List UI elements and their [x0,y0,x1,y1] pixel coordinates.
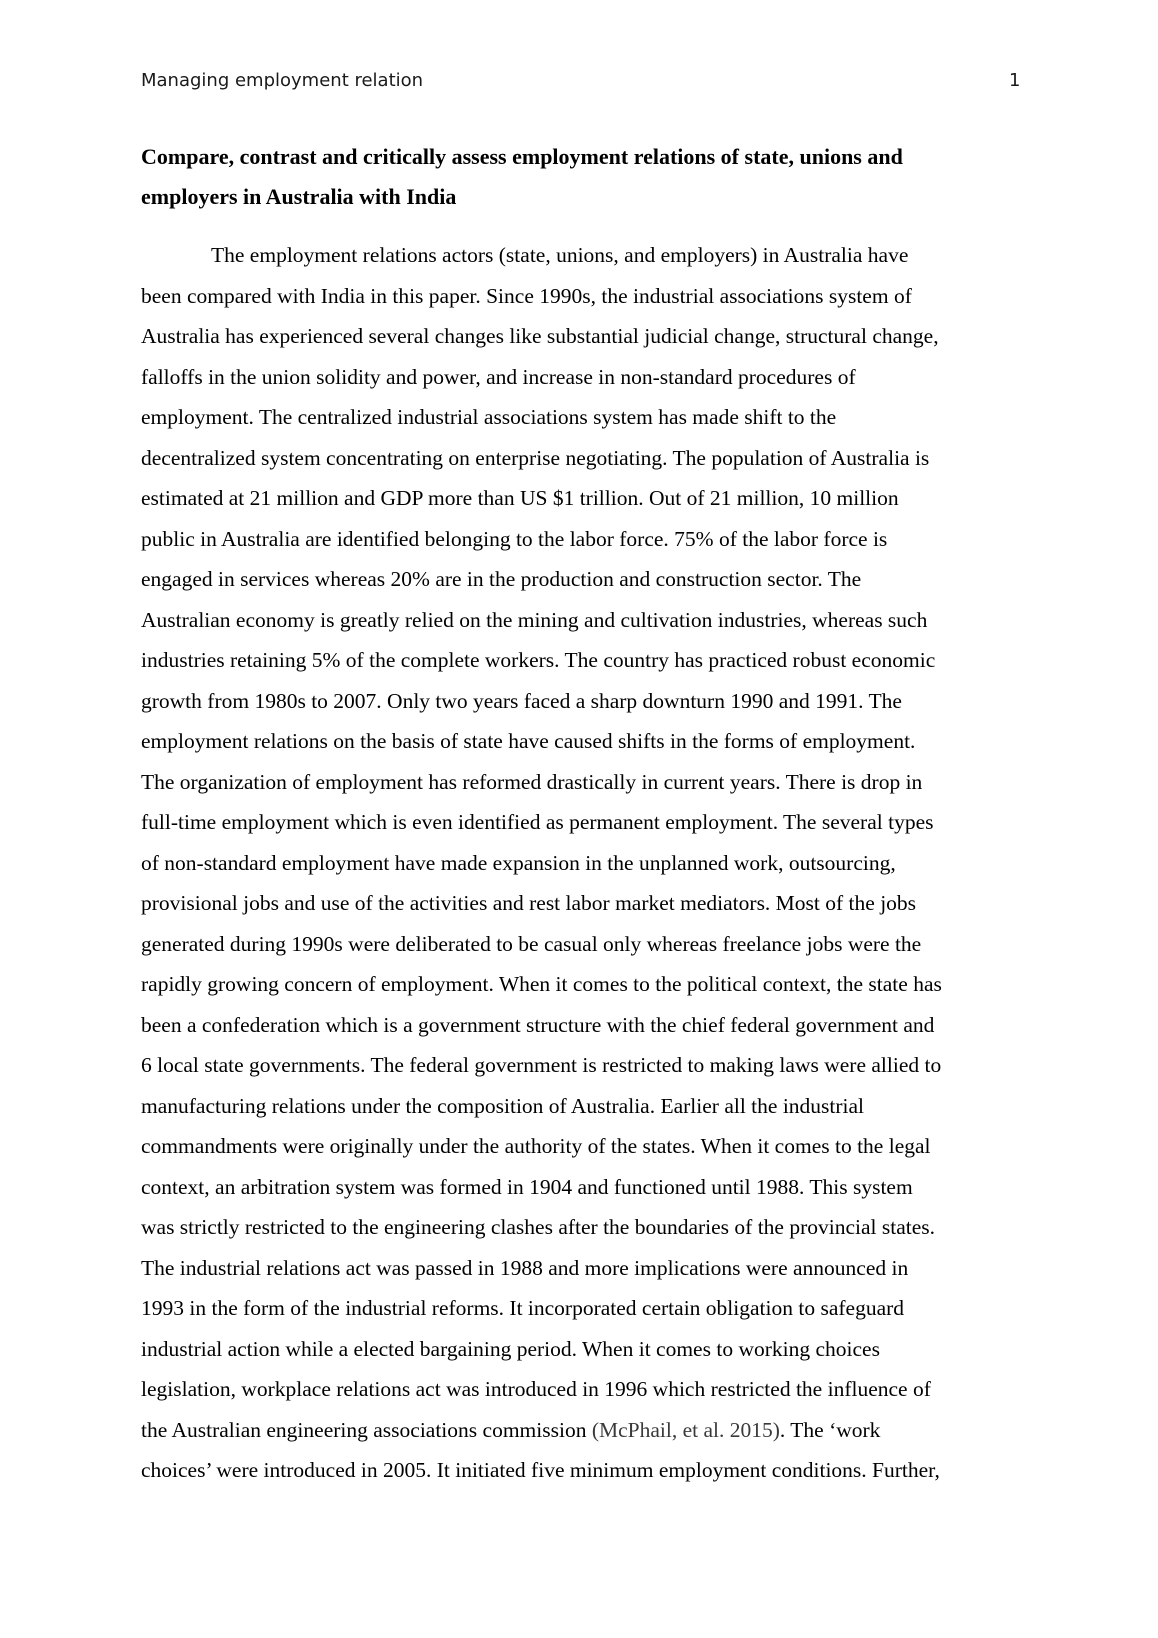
line-text: . The ‘work [779,1417,881,1442]
paragraph-line: context, an arbitration system was formed in 1904 and functioned until 1988. This system [141,1174,913,1199]
paragraph-line: falloffs in the union solidity and power, and increase in non-standard procedures of [141,364,856,389]
paragraph-line: Australia has experienced several changes like substantial judicial change, structural change, [141,324,939,348]
paragraph-line: industries retaining 5% of the complete workers. The country has practiced robust economic [141,648,936,672]
paragraph-line: full-time employment which is even identified as permanent employment. The several types [141,810,934,834]
paragraph-line: of non-standard employment have made expansion in the unplanned work, outsourcing, [141,850,896,875]
paragraph-line: industrial action while a elected bargaining period. When it comes to working choices [141,1336,880,1361]
paragraph-line: The industrial relations act was passed in 1988 and more implications were announced in [141,1255,909,1280]
paragraph-line: Australian economy is greatly relied on the mining and cultivation industries, whereas such [141,607,928,632]
paragraph-line: manufacturing relations under the composition of Australia. Earlier all the industrial [141,1093,865,1118]
paragraph-line: choices’ were introduced in 2005. It initiated five minimum employment conditions. Further, [141,1458,940,1482]
paragraph-line: been a confederation which is a government structure with the chief federal government and [141,1012,935,1037]
paragraph-line: public in Australia are identified belonging to the labor force. 75% of the labor force is [141,526,888,551]
paragraph-line: The organization of employment has reformed drastically in current years. There is drop in [141,769,923,794]
paragraph-line: commandments were originally under the authority of the states. When it comes to the legal [141,1134,931,1158]
heading-line: employers in Australia with India [141,184,457,209]
page-number: 1 [1009,70,1021,91]
paragraph-line [141,1410,1041,1451]
paragraph-line: 6 local state governments. The federal government is restricted to making laws were allied to [141,1053,942,1077]
paragraph-line: estimated at 21 million and GDP more than US $1 trillion. Out of 21 million, 10 million [141,486,899,510]
paragraph-line: been compared with India in this paper. Since 1990s, the industrial associations system of [141,283,912,308]
paragraph-line: 1993 in the form of the industrial reforms. It incorporated certain obligation to safeguard [141,1296,905,1320]
heading-line: Compare, contrast and critically assess employment relations of state, unions and [141,144,903,169]
document-heading [141,137,1021,217]
body-paragraph [141,235,1041,1491]
paragraph-line: The employment relations actors (state, unions, and employers) in Australia have [211,243,909,267]
paragraph-line: decentralized system concentrating on enterprise negotiating. The population of Australia is [141,445,930,470]
paragraph-line: growth from 1980s to 2007. Only two years faced a sharp downturn 1990 and 1991. The [141,688,902,713]
paragraph-line: engaged in services whereas 20% are in the production and construction sector. The [141,567,862,591]
paragraph-line: employment. The centralized industrial associations system has made shift to the [141,405,837,429]
paragraph-line: was strictly restricted to the engineering clashes after the boundaries of the provincial states. [141,1215,936,1239]
citation-link[interactable]: (McPhail, et al. 2015) [591,1417,780,1442]
paragraph-line: provisional jobs and use of the activities and rest labor market mediators. Most of the jobs [141,891,917,915]
paragraph-line: rapidly growing concern of employment. When it comes to the political context, the state has [141,972,942,996]
paragraph-line: employment relations on the basis of state have caused shifts in the forms of employment. [141,729,916,753]
paragraph-line: legislation, workplace relations act was introduced in 1996 which restricted the influence of [141,1377,931,1401]
paragraph-line: generated during 1990s were deliberated to be casual only whereas freelance jobs were the [141,931,922,956]
line-text: the Australian engineering associations commission [141,1417,592,1442]
running-head: Managing employment relation [141,70,424,91]
